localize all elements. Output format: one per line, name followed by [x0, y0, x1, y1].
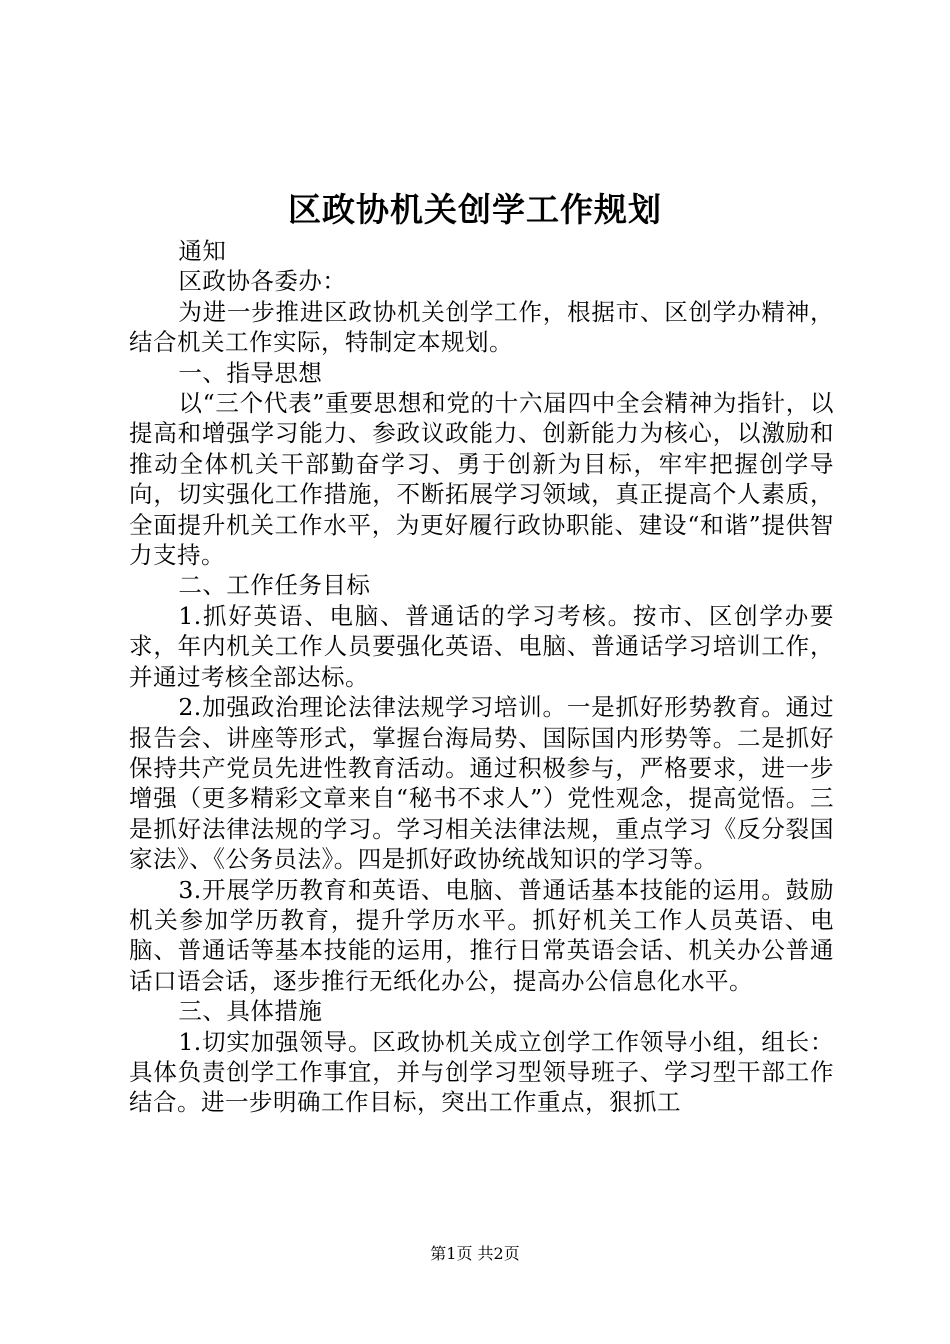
section-heading-guiding-ideology: 一、指导思想: [178, 358, 323, 387]
paragraph-notice: 通知: [178, 237, 227, 265]
section-heading-measures: 三、具体措施: [178, 997, 323, 1026]
paragraph-measure-1: 1.切实加强领导。区政协机关成立创学工作领导小组，组长：具体负责创学工作事宜，并与创学习型领导班子、学习型干部工作结合。进一步明确工作目标，突出工作重点，狠抓工: [129, 1027, 834, 1117]
section-heading-task-goals: 二、工作任务目标: [178, 571, 371, 600]
page-number-footer: 第1页 共2页: [430, 1244, 520, 1263]
paragraph-guiding-ideology: 以“三个代表”重要思想和党的十六届四中全会精神为指针，以提高和增强学习能力、参政议政能力、创新能力为核心，以激励和推动全体机关干部勤奋学习、勇于创新为目标，牢牢把握创学导向，切实强化工作措施，不断拓展学习领域，真正提高个人素质，全面提升机关工作水平，为更好履行政协职能、建设“和谐”提供智力支持。: [129, 389, 834, 570]
paragraph-intro: 为进一步推进区政协机关创学工作，根据市、区创学办精神，结合机关工作实际，特制定本规划。: [129, 297, 834, 357]
paragraph-task-3: 3.开展学历教育和英语、电脑、普通话基本技能的运用。鼓励机关参加学历教育，提升学历水平。抓好机关工作人员英语、电脑、普通话等基本技能的运用，推行日常英语会话、机关办公普通话口语会话，逐步推行无纸化办公，提高办公信息化水平。: [129, 875, 834, 995]
paragraph-task-1: 1.抓好英语、电脑、普通话的学习考核。按市、区创学办要求，年内机关工作人员要强化英语、电脑、普通话学习培训工作，并通过考核全部达标。: [129, 601, 834, 691]
document-body: [129, 236, 834, 1118]
paragraph-task-2: 2.加强政治理论法律法规学习培训。一是抓好形势教育。通过报告会、讲座等形式，掌握台海局势、国际国内形势等。二是抓好保持共产党员先进性教育活动。通过积极参与，严格要求，进一步增强（更多精彩文章来自“秘书不求人”）党性观念，提高觉悟。三是抓好法律法规的学习。学习相关法律法规，重点学习《反分裂国家法》、《公务员法》。四是抓好政协统战知识的学习等。: [129, 693, 834, 874]
paragraph-recipient: 区政协各委办：: [178, 267, 347, 296]
document-title: 区政协机关创学工作规划: [288, 190, 662, 229]
